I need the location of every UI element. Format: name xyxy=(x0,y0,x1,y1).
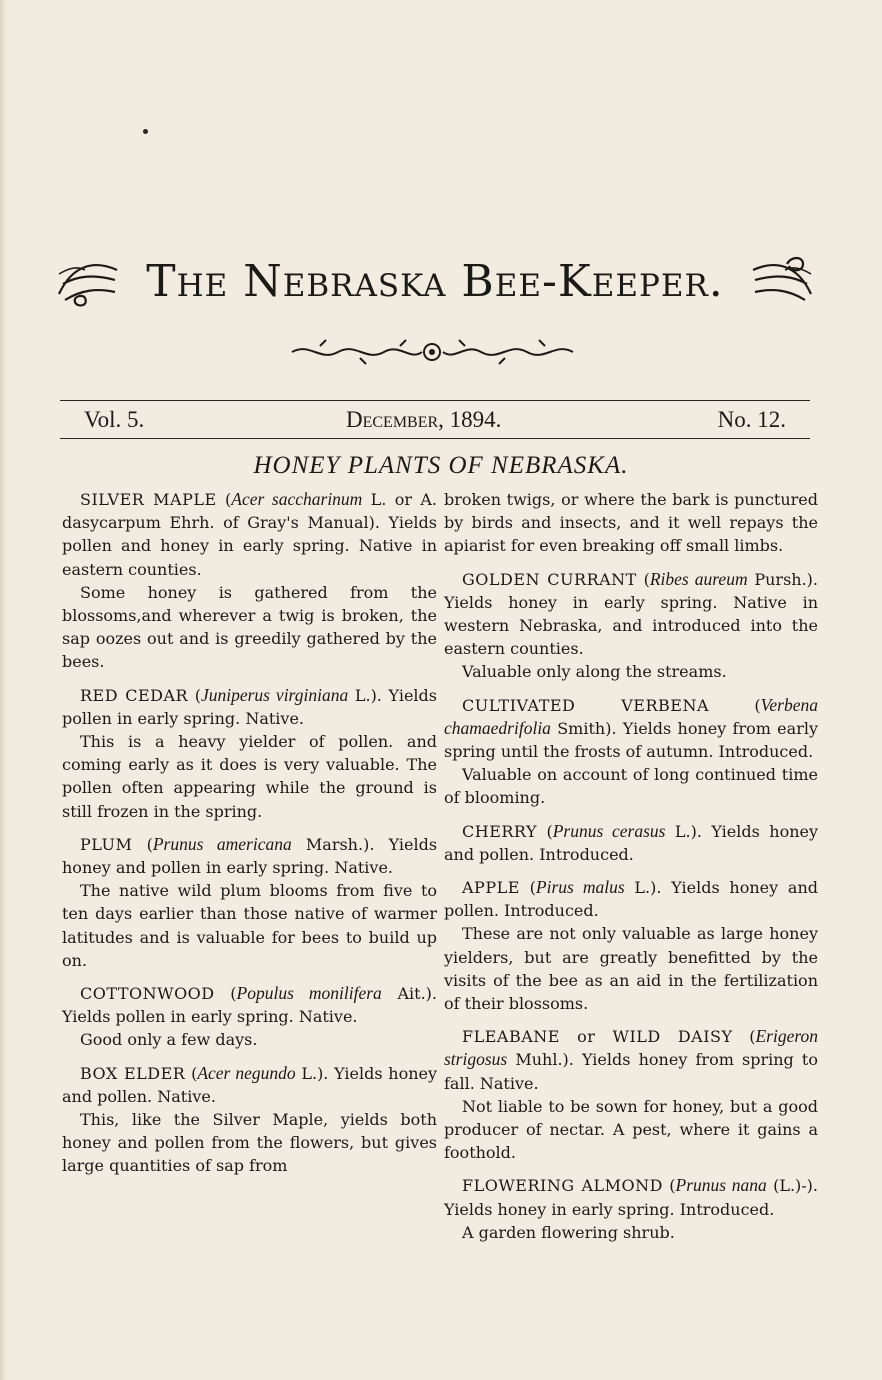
header-rule-top xyxy=(60,400,810,401)
scientific-name: Prunus americana xyxy=(152,833,292,854)
plant-description: L.). Yields honey and pollen. Introduced. xyxy=(444,821,819,864)
plant-description: L. or A. dasycarpum Ehrh. of Gray's Manual). Yields pollen and honey in early spring. Native in eastern counties. xyxy=(62,490,438,579)
plant-note: This is a heavy yielder of pollen. and coming early as it does is very valuable. The pollen often appearing while the ground is still frozen in the spring. xyxy=(62,732,437,821)
issue-number: No. 12. xyxy=(717,407,786,432)
plant-note: Some honey is gathered from the blossoms,and wherever a twig is broken, the sap oozes out and is greedily gathered by the bees. xyxy=(62,582,437,672)
article-headline: HONEY PLANTS OF NEBRASKA. xyxy=(253,452,629,479)
masthead xyxy=(55,250,815,320)
masthead-title: The Nebraska Bee-Keeper. xyxy=(146,256,724,307)
scientific-name: Acer saccharinum xyxy=(231,489,363,509)
plant-description: Marsh.). Yields honey and pollen in early spring. Native. xyxy=(62,834,438,878)
plant-name: BOX ELDER xyxy=(80,1063,186,1083)
volume-label: Vol. 5. xyxy=(84,407,145,432)
plant-entry xyxy=(62,684,437,730)
scientific-name: Ribes aureum xyxy=(649,568,748,589)
paren: ( xyxy=(709,695,761,715)
paren: ( xyxy=(662,1176,676,1196)
plant-entry xyxy=(444,568,818,661)
plant-name: GOLDEN CURRANT xyxy=(462,569,637,589)
plant-name: FLOWERING ALMOND xyxy=(462,1176,663,1196)
plant-name: CHERRY xyxy=(462,821,538,841)
plant-entry xyxy=(444,876,818,922)
right-column xyxy=(444,488,818,1244)
plant-entry xyxy=(62,833,437,879)
issue-line xyxy=(84,404,786,436)
ink-speck xyxy=(143,129,148,134)
plant-description: L.). Yields pollen in early spring. Native. xyxy=(62,685,437,728)
plant-description: L.). Yields honey and pollen. Introduced. xyxy=(444,878,819,921)
plant-description: Smith). Yields honey from early spring until the frosts of autumn. Introduced. xyxy=(444,718,818,762)
plant-entry xyxy=(62,982,437,1028)
paren: ( xyxy=(537,821,553,841)
plant-name: COTTONWOOD xyxy=(80,984,215,1004)
continued-text: broken twigs, or where the bark is punctured by birds and insects, and it well repays the apiarist for even breaking off small limbs. xyxy=(444,490,818,556)
plant-name: CULTIVATED VERBENA xyxy=(462,695,710,715)
paren: ( xyxy=(188,685,201,705)
plant-note: A garden flowering shrub. xyxy=(462,1222,675,1242)
scientific-name: Acer negundo xyxy=(197,1062,296,1083)
plant-description: Muhl.). Yields honey from spring to fall. Native. xyxy=(444,1050,818,1093)
left-column xyxy=(62,488,437,1178)
scientific-name: Prunus cerasus xyxy=(552,820,666,841)
plant-entry xyxy=(62,1062,437,1108)
plant-description: (L.)-). Yields honey in early spring. Introduced. xyxy=(444,1176,818,1219)
issue-date: December, 1894. xyxy=(346,407,502,432)
plant-note: Valuable on account of long continued time of blooming. xyxy=(444,765,818,808)
plant-name: FLEABANE or WILD DAISY xyxy=(462,1027,733,1047)
plant-note: Valuable only along the streams. xyxy=(462,662,727,682)
plant-note: These are not only valuable as large honey yielders, but are greatly benefitted by the visits of the bee as an aid in the fertilization of their blossoms. xyxy=(444,924,818,1014)
paren: ( xyxy=(732,1027,756,1047)
paren: ( xyxy=(185,1063,198,1083)
flourish-right-icon xyxy=(747,254,815,308)
plant-description: Pursh.). Yields honey in early spring. Native in western Nebraska, and introduced into the eastern counties. xyxy=(444,569,818,659)
plant-description: L.). Yields honey and pollen. Native. xyxy=(62,1063,438,1106)
paren: ( xyxy=(216,490,232,509)
plant-entry xyxy=(444,1025,818,1095)
plant-note: Not liable to be sown for honey, but a good producer of nectar. A pest, where it gains a foothold. xyxy=(444,1096,818,1163)
paren: ( xyxy=(636,569,650,589)
flourish-left-icon xyxy=(55,254,123,308)
paren: ( xyxy=(132,834,153,854)
scientific-name: Erigeron strigosus xyxy=(444,1026,818,1070)
scientific-name: Populus monilifera xyxy=(236,983,382,1004)
plant-name: APPLE xyxy=(462,878,520,898)
plant-entry xyxy=(444,1174,818,1220)
page-edge xyxy=(0,0,6,1380)
scientific-name: Juniperus virginiana xyxy=(200,684,349,705)
paren: ( xyxy=(519,878,536,898)
decorative-vine-ornament-icon xyxy=(290,337,575,367)
plant-name: PLUM xyxy=(80,834,133,854)
plant-entry xyxy=(444,694,818,764)
plant-note: This, like the Silver Maple, yields both honey and pollen from the flowers, but gives large quantities of sap from xyxy=(62,1110,437,1176)
plant-name: RED CEDAR xyxy=(80,685,189,705)
scientific-name: Pirus malus xyxy=(535,877,625,898)
plant-note: Good only a few days. xyxy=(80,1030,258,1050)
scientific-name: Prunus nana xyxy=(675,1175,767,1196)
plant-description: Ait.). Yields pollen in early spring. Native. xyxy=(62,984,437,1027)
plant-note: The native wild plum blooms from five to ten days earlier than those native of warmer latitudes and is valuable for bees to build up on. xyxy=(62,881,437,970)
scientific-name: Verbena chamaedrifolia xyxy=(444,694,818,738)
plant-name: SILVER MAPLE xyxy=(80,490,217,509)
paren: ( xyxy=(214,984,237,1004)
header-rule-bottom xyxy=(60,438,810,439)
plant-entry xyxy=(444,820,818,866)
plant-entry xyxy=(62,488,437,581)
